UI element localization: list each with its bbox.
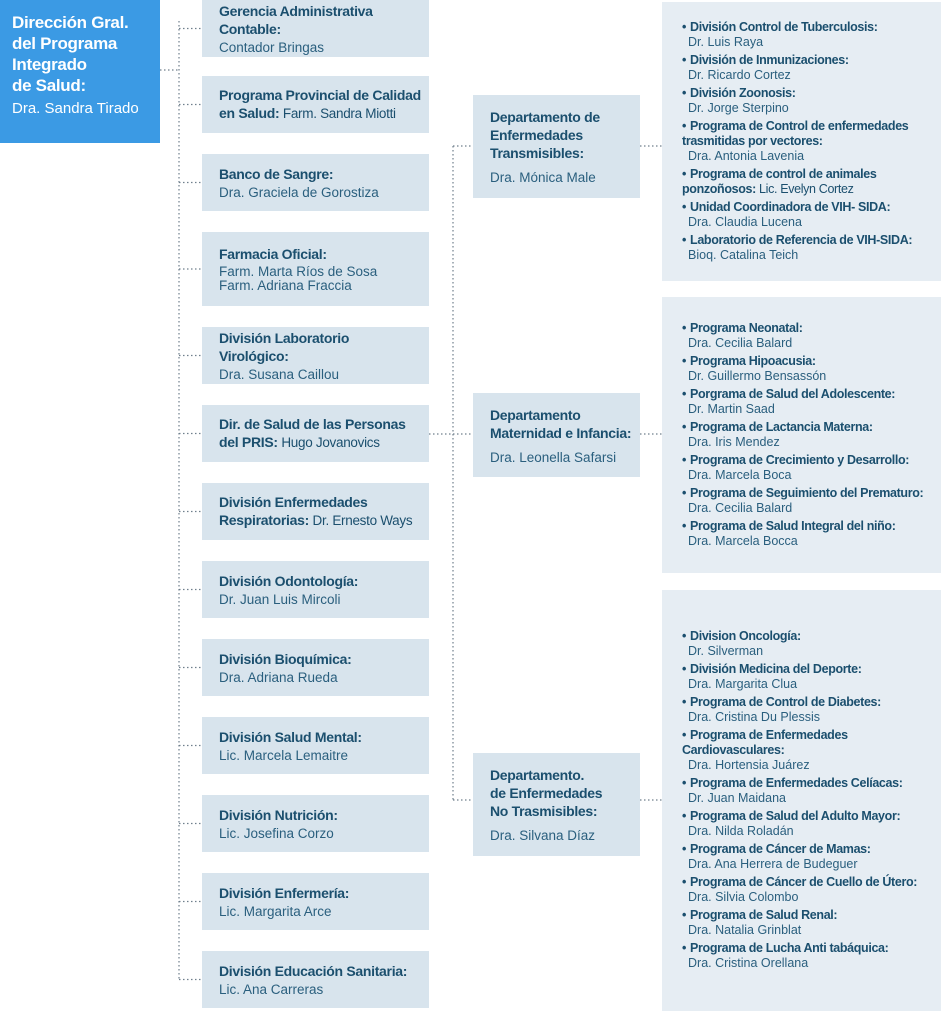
unit-title: División Bioquímica:: [219, 651, 352, 667]
unit-title: [219, 493, 421, 530]
program-person: Dra. Margarita Clua: [688, 677, 798, 691]
unit-box-farmacia-oficial: [202, 232, 429, 306]
program-item: [682, 728, 935, 773]
program-person: Dra. Cristina Orellana: [688, 956, 809, 970]
unit-title-text: Programa Provincial de Calidad en Salud:: [219, 87, 421, 121]
program-title-text: Programa de control de animales ponzoñosos:: [682, 166, 877, 196]
program-person: Dra. Cecilia Balard: [688, 500, 793, 515]
unit-title: [219, 415, 421, 452]
program-title: • Programa de Enfermedades Cardiovasculares:: [682, 728, 935, 758]
unit-person: Farm. Marta Ríos de Sosa Farm. Adriana Fraccia: [219, 264, 378, 293]
unit-title: División Odontología:: [219, 573, 359, 589]
program-person: Dr. Jorge Sterpino: [688, 100, 789, 115]
program-title: • Programa de Lactancia Materna:: [682, 420, 935, 435]
program-title: • Programa de Salud del Adulto Mayor:: [682, 809, 935, 824]
program-item: [682, 420, 935, 450]
program-title: • Unidad Coordinadora de VIH- SIDA:: [682, 200, 935, 215]
program-item: [682, 941, 935, 971]
program-person: Lic. Evelyn Cortez: [759, 181, 854, 196]
unit-title: Gerencia Administrativa Contable:: [219, 3, 373, 37]
program-title: • Programa de Control de enfermedades trasmitidas por vectores:: [682, 119, 935, 149]
unit-person: Lic. Josefina Corzo: [219, 826, 334, 841]
unit-box-programa-provincial-de-calidad-en-salud: [202, 76, 429, 133]
unit-box-gerencia-administrativa-contable: [202, 0, 429, 57]
program-list-3: [662, 590, 941, 1011]
program-title: • División Zoonosis:: [682, 86, 935, 101]
unit-box-division-salud-mental: [202, 717, 429, 774]
unit-title: División Educación Sanitaria:: [219, 963, 408, 979]
program-title: • Programa de Enfermedades Celíacas:: [682, 776, 935, 791]
unit-person: Lic. Marcela Lemaitre: [219, 748, 349, 763]
department-box-3: [473, 753, 640, 856]
program-item: [682, 809, 935, 839]
unit-box-division-enfermedades-respiratorias: [202, 483, 429, 540]
unit-box-division-bioquimica: [202, 639, 429, 696]
program-person: Dra. Marcela Boca: [688, 467, 792, 482]
root-node-direccion-general: [0, 0, 160, 143]
program-item: [682, 695, 935, 725]
program-title: • División de Inmunizaciones:: [682, 53, 935, 68]
program-item: [682, 776, 935, 806]
program-item: [682, 20, 935, 50]
program-item: [682, 321, 935, 351]
program-item: [682, 86, 935, 116]
department-person: Dra. Silvana Díaz: [490, 828, 596, 843]
unit-title: Farmacia Oficial:: [219, 246, 327, 262]
program-person: Dra. Iris Mendez: [688, 434, 780, 449]
department-title: Departamento Maternidad e Infancia:: [490, 406, 632, 441]
program-item: [682, 453, 935, 483]
program-title: • Programa de Cáncer de Cuello de Útero:: [682, 875, 935, 890]
program-title: • Programa Hipoacusia:: [682, 354, 935, 369]
department-title: Departamento. de Enfermedades No Trasmisibles:: [490, 767, 603, 819]
department-title: Departamento de Enfermedades Transmisibles:: [490, 109, 600, 161]
department-box-2: [473, 393, 640, 477]
program-item: [682, 387, 935, 417]
unit-person: Farm. Sandra Miotti: [282, 106, 396, 121]
department-box-1: [473, 95, 640, 198]
program-item: [682, 53, 935, 83]
unit-person: Contador Bringas: [219, 40, 325, 55]
program-person: Dra. Nilda Roladán: [688, 824, 794, 838]
unit-person: Dr. Ernesto Ways: [312, 513, 413, 528]
department-person: Dra. Mónica Male: [490, 170, 596, 185]
unit-title: División Laboratorio Virológico:: [219, 330, 350, 364]
program-person: Dra. Antonia Lavenia: [688, 148, 805, 163]
unit-box-division-educacion-sanitaria: [202, 951, 429, 1008]
root-title: Dirección Gral. del Programa Integrado de Salud:: [12, 13, 129, 95]
unit-title: División Salud Mental:: [219, 729, 362, 745]
unit-box-division-enfermeria: [202, 873, 429, 930]
program-title: • División Medicina del Deporte:: [682, 662, 935, 677]
program-person: Dra. Cecilia Balard: [688, 335, 793, 350]
program-title: • Programa de Control de Diabetes:: [682, 695, 935, 710]
program-list-1: [662, 2, 941, 281]
program-person: Dra. Hortensia Juárez: [688, 758, 810, 772]
unit-person: Dr. Juan Luis Mircoli: [219, 592, 341, 607]
program-item: [682, 119, 935, 164]
program-title: • Programa Neonatal:: [682, 321, 935, 336]
unit-box-division-laboratorio-virologico: [202, 327, 429, 384]
program-item: [682, 519, 935, 549]
program-person: Dra. Silvia Colombo: [688, 890, 799, 904]
department-person: Dra. Leonella Safarsi: [490, 449, 617, 465]
program-person: Dra. Marcela Bocca: [688, 533, 798, 548]
program-item: [682, 486, 935, 516]
program-item: [682, 167, 935, 197]
program-item: [682, 354, 935, 384]
program-title: • Programa de Lucha Anti tabáquica:: [682, 941, 935, 956]
program-person: Dra. Natalia Grinblat: [688, 923, 802, 937]
program-item: [682, 629, 935, 659]
program-item: [682, 200, 935, 230]
program-item: [682, 908, 935, 938]
program-item: [682, 875, 935, 905]
program-title: • Programa de Salud Integral del niño:: [682, 519, 935, 534]
program-person: Bioq. Catalina Teich: [688, 247, 799, 262]
program-title: • Programa de Salud Renal:: [682, 908, 935, 923]
program-title: • Division Oncología:: [682, 629, 935, 644]
program-person: Dra. Claudia Lucena: [688, 214, 802, 229]
unit-box-division-odontologia: [202, 561, 429, 618]
unit-person: Lic. Ana Carreras: [219, 982, 324, 997]
unit-person: Hugo Jovanovics: [281, 435, 380, 450]
program-title: • Programa de Cáncer de Mamas:: [682, 842, 935, 857]
program-person: Dr. Guillermo Bensassón: [688, 368, 827, 383]
unit-title-text: División Enfermedades Respiratorias:: [219, 494, 368, 528]
unit-person: Dra. Graciela de Gorostiza: [219, 185, 379, 200]
unit-box-banco-de-sangre: [202, 154, 429, 211]
unit-box-dir-de-salud-de-las-personas-del-pris: [202, 405, 429, 462]
program-person: Dr. Martin Saad: [688, 401, 775, 416]
program-person: Dra. Ana Herrera de Budeguer: [688, 857, 858, 871]
unit-title: Banco de Sangre:: [219, 166, 334, 182]
program-person: Dr. Luis Raya: [688, 34, 764, 49]
unit-person: Dra. Adriana Rueda: [219, 670, 338, 685]
program-title: • Programa de Crecimiento y Desarrollo:: [682, 453, 935, 468]
unit-title-text: Dir. de Salud de las Personas del PRIS:: [219, 416, 406, 450]
program-person: Dr. Juan Maidana: [688, 791, 786, 805]
unit-person: Dra. Susana Caillou: [219, 367, 340, 382]
unit-title: [219, 86, 421, 123]
program-list-2: [662, 297, 941, 573]
unit-person: Lic. Margarita Arce: [219, 904, 332, 919]
program-person: Dr. Ricardo Cortez: [688, 67, 791, 82]
unit-title: División Nutrición:: [219, 807, 338, 823]
program-person: Dra. Cristina Du Plessis: [688, 710, 820, 724]
program-title: • Porgrama de Salud del Adolescente:: [682, 387, 935, 402]
program-item: [682, 842, 935, 872]
unit-box-division-nutricion: [202, 795, 429, 852]
program-item: [682, 662, 935, 692]
program-title: [682, 167, 935, 197]
program-title: • División Control de Tuberculosis:: [682, 20, 935, 35]
unit-title: División Enfermería:: [219, 885, 350, 901]
program-item: [682, 233, 935, 263]
program-person: Dr. Silverman: [688, 644, 764, 658]
root-person: Dra. Sandra Tirado: [12, 100, 139, 117]
program-title: • Laboratorio de Referencia de VIH-SIDA:: [682, 233, 935, 248]
program-title: • Programa de Seguimiento del Prematuro:: [682, 486, 935, 501]
